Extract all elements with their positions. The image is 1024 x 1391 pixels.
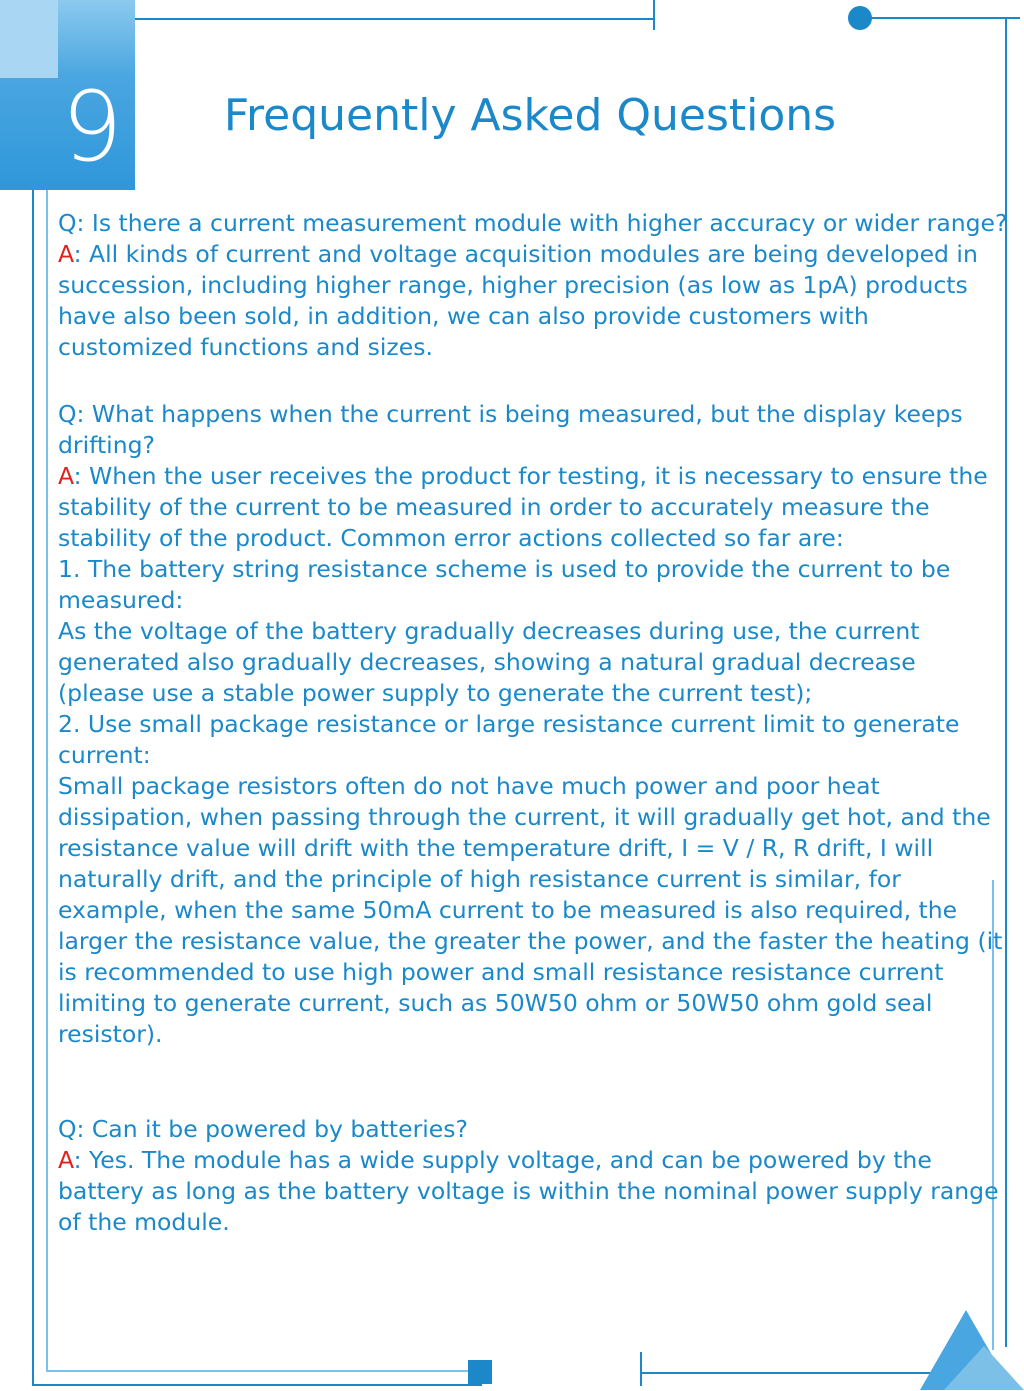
faq-question: Q: Can it be powered by batteries? bbox=[58, 1115, 468, 1143]
corner-dot-ornament bbox=[848, 6, 872, 30]
answer-text: : Yes. The module has a wide supply voltage, and can be powered by the battery as long as the battery voltage is within the nominal power supply range of the module. bbox=[58, 1146, 999, 1236]
answer-label: A bbox=[58, 240, 74, 268]
frame-top-tick bbox=[653, 0, 655, 30]
answer-detail: 1. The battery string resistance scheme is used to provide the current to be measured: bbox=[58, 555, 951, 614]
answer-text: : When the user receives the product for testing, it is necessary to ensure the stability of the current to be measured in order to accurately measure the stability of the product. Common error actions collected so far are: bbox=[58, 462, 988, 552]
section-number: 9 bbox=[61, 71, 123, 183]
badge-tab bbox=[0, 0, 58, 78]
answer-label: A bbox=[58, 1146, 74, 1174]
faq-question: Q: What happens when the current is being measured, but the display keeps drifting? bbox=[58, 400, 963, 459]
frame-bottom-inner-line bbox=[46, 1370, 476, 1372]
page-title: Frequently Asked Questions bbox=[223, 90, 837, 141]
answer-detail: As the voltage of the battery gradually decreases during use, the current generated also gradually decreases, showing a natural gradual decrease (please use a stable power supply to generate the current test); bbox=[58, 617, 920, 707]
frame-bottom-right-line bbox=[640, 1372, 940, 1374]
faq-item bbox=[58, 208, 1008, 363]
answer-detail: Small package resistors often do not have much power and poor heat dissipation, when passing through the current, it will gradually get hot, and the resistance value will drift with the temperature drift, I = V / R, R drift, I will naturally drift, and the principle of high resistance current is similar, for example, when the same 50mA current to be measured is also required, the larger the resistance value, the greater the power, and the faster the heating (it is recommended to use high power and small resistance resistance current limiting to generate current, such as 50W50 ohm or 50W50 ohm gold seal resistor). bbox=[58, 772, 1003, 1048]
frame-left-inner-line bbox=[46, 190, 48, 1370]
faq-answer bbox=[58, 239, 1008, 363]
frame-left-line bbox=[32, 190, 34, 1385]
frame-top-right-line bbox=[860, 17, 1020, 19]
frame-bottom-line bbox=[32, 1384, 482, 1386]
faq-list bbox=[58, 208, 1008, 1238]
bottom-square-ornament bbox=[468, 1360, 492, 1384]
frame-bottom-tick bbox=[640, 1352, 642, 1386]
answer-label: A bbox=[58, 462, 74, 490]
answer-text: : All kinds of current and voltage acquisition modules are being developed in succession, including higher range, higher precision (as low as 1pA) products have also been sold, in addition, we can also provide customers with customized functions and sizes. bbox=[58, 240, 978, 361]
faq-item bbox=[58, 399, 1008, 1050]
faq-item bbox=[58, 1114, 1008, 1238]
frame-top-line bbox=[135, 18, 655, 20]
faq-question: Q: Is there a current measurement module with higher accuracy or wider range? bbox=[58, 209, 1008, 237]
faq-answer bbox=[58, 461, 1008, 554]
triangle-ornament-light bbox=[944, 1346, 1024, 1390]
faq-answer bbox=[58, 1145, 1008, 1238]
section-number-badge bbox=[0, 0, 135, 190]
answer-detail: 2. Use small package resistance or large resistance current limit to generate current: bbox=[58, 710, 960, 769]
